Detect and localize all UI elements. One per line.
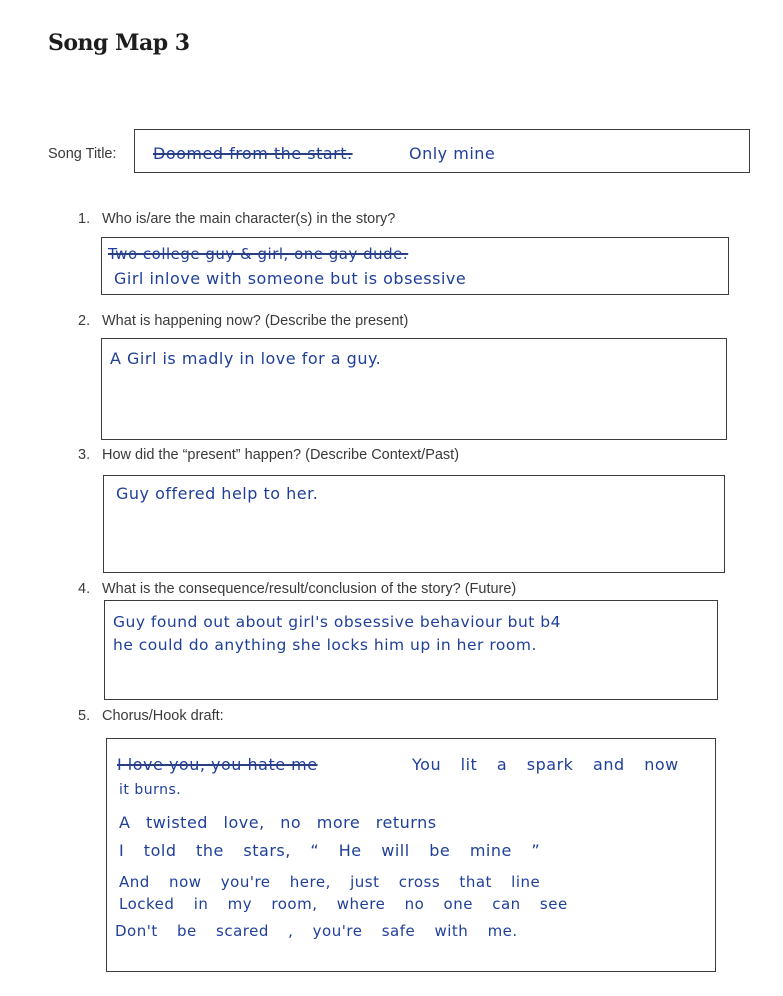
- question-1-label: 1. Who is/are the main character(s) in the story?: [78, 211, 396, 227]
- question-3-label: 3. How did the “present” happen? (Describe Context/Past): [78, 447, 460, 463]
- question-1-answer-line: Girl inlove with someone but is obsessive: [114, 269, 467, 288]
- question-1-answer-box[interactable]: [101, 237, 729, 295]
- chorus-line: it burns.: [119, 782, 182, 798]
- question-2-answer-line: A Girl is madly in love for a guy.: [110, 349, 382, 368]
- chorus-line: A twisted love, no more returns: [119, 813, 437, 832]
- question-3-answer-box[interactable]: [103, 475, 725, 573]
- song-title-field[interactable]: [134, 129, 750, 173]
- question-2-answer-box[interactable]: [101, 338, 727, 440]
- question-5-struck-text: I love you, you hate me: [117, 755, 318, 774]
- song-title-value: Only mine: [409, 144, 496, 163]
- chorus-line: You lit a spark and now: [412, 755, 679, 774]
- question-4-answer-line: Guy found out about girl's obsessive behaviour but b4: [113, 613, 562, 631]
- chorus-line: Locked in my room, where no one can see: [119, 895, 568, 913]
- question-4-answer-line: he could do anything she locks him up in her room.: [113, 636, 537, 654]
- question-1-struck-text: Two college guy & girl, one gay dude.: [108, 245, 409, 263]
- song-title-label: Song Title:: [48, 146, 117, 162]
- song-title-struck-text: Doomed from the start.: [153, 144, 353, 163]
- question-4-answer-box[interactable]: [104, 600, 718, 700]
- chorus-line: And now you're here, just cross that line: [119, 873, 541, 891]
- question-5-label: 5. Chorus/Hook draft:: [78, 708, 224, 724]
- page-title: Song Map 3: [48, 30, 190, 56]
- question-4-label: 4. What is the consequence/result/conclusion of the story? (Future): [78, 581, 517, 597]
- question-5-answer-box[interactable]: [106, 738, 716, 972]
- chorus-line: I told the stars, “ He will be mine ”: [119, 841, 541, 860]
- chorus-line: Don't be scared , you're safe with me.: [115, 922, 518, 940]
- question-2-label: 2. What is happening now? (Describe the present): [78, 313, 409, 329]
- question-3-answer-line: Guy offered help to her.: [116, 484, 319, 503]
